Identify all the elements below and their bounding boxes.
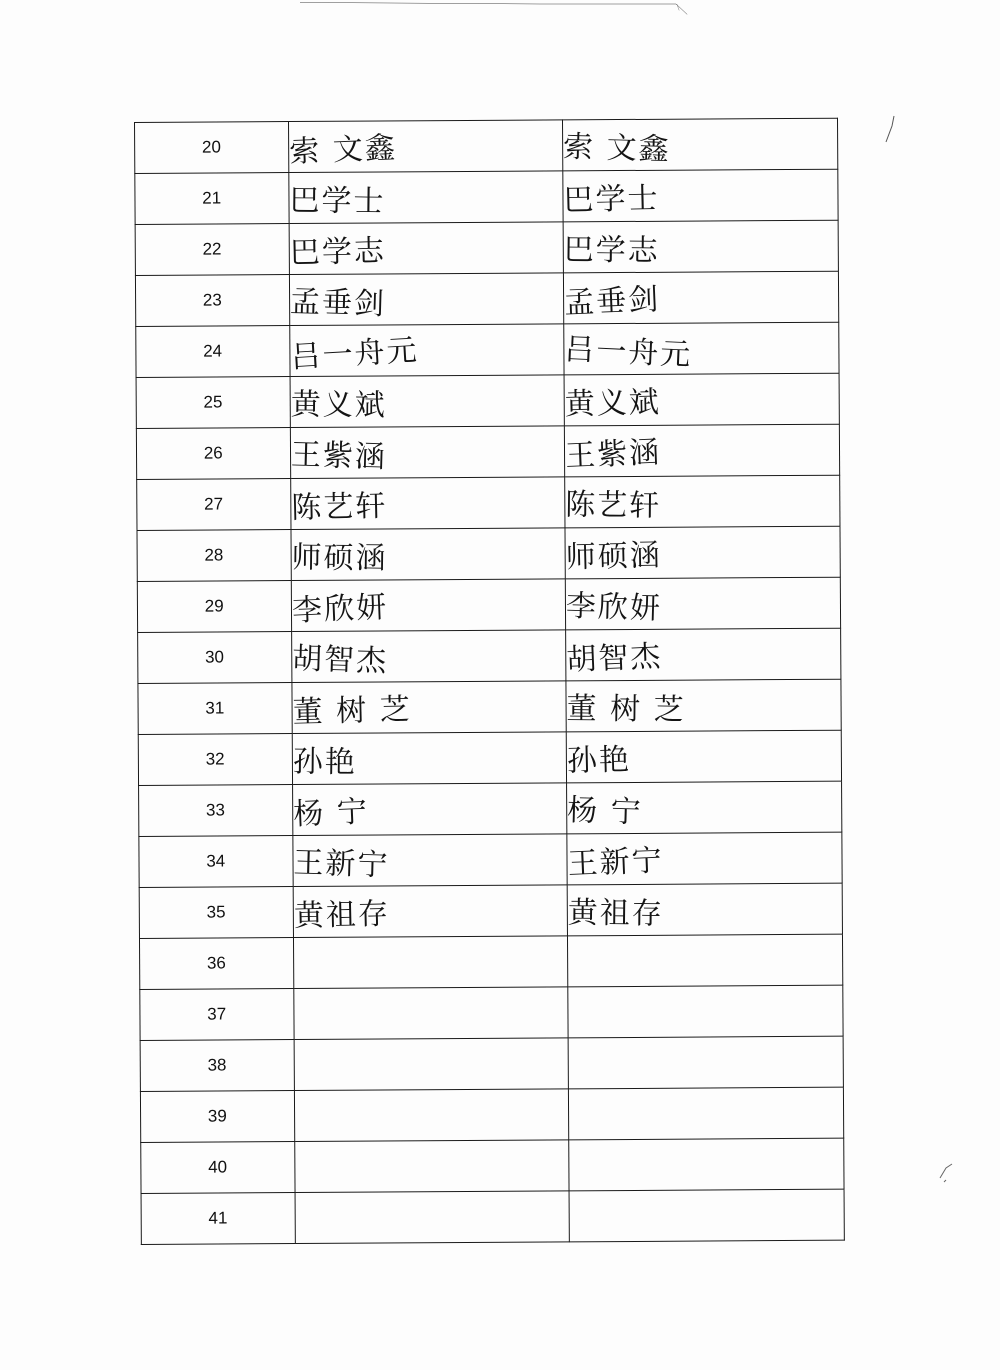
signature-cell	[564, 322, 839, 375]
table-row	[137, 475, 840, 530]
handwritten-signature: 索 文鑫	[562, 129, 672, 168]
name-cell	[292, 732, 567, 785]
table-row	[135, 118, 838, 173]
handwritten-signature: 王紫涵	[564, 435, 663, 475]
handwritten-signature: 陈艺轩	[565, 487, 662, 524]
handwritten-signature: 巴学志	[563, 232, 661, 269]
row-number: 23	[135, 275, 289, 327]
table-row	[138, 628, 841, 683]
table-row	[141, 1138, 844, 1193]
handwritten-signature: 孙艳	[566, 742, 632, 779]
handwritten-name: 王紫涵	[289, 437, 387, 476]
name-cell	[290, 375, 565, 428]
handwritten-name: 黄祖存	[293, 896, 390, 934]
signature-cell	[569, 1087, 844, 1140]
signature-cell	[565, 475, 840, 528]
table-row	[135, 271, 838, 326]
name-cell	[291, 528, 566, 581]
table-row	[137, 577, 840, 632]
name-cell	[292, 834, 567, 887]
handwritten-signature: 董 树 芝	[566, 691, 687, 728]
handwritten-name: 巴学士	[288, 183, 386, 220]
row-number: 24	[136, 326, 290, 378]
signature-cell	[568, 985, 843, 1038]
name-cell	[290, 426, 565, 479]
table-row	[135, 169, 838, 224]
signature-cell	[568, 934, 843, 987]
name-cell	[293, 936, 568, 989]
handwritten-name: 巴学志	[288, 233, 386, 271]
row-number: 34	[139, 836, 293, 888]
name-cell	[290, 477, 565, 530]
signature-cell	[568, 1036, 843, 1089]
handwritten-signature: 胡智杰	[565, 639, 664, 679]
signature-cell	[566, 730, 841, 783]
handwritten-name: 王新宁	[292, 845, 390, 884]
handwritten-name: 黄义斌	[289, 387, 387, 424]
row-number: 26	[136, 428, 290, 480]
signature-cell	[566, 679, 841, 732]
row-number: 22	[135, 224, 289, 276]
handwritten-name: 陈艺轩	[290, 488, 388, 526]
name-cell	[289, 222, 564, 275]
table-row	[139, 832, 842, 887]
name-cell	[293, 885, 568, 938]
signature-cell	[566, 628, 841, 681]
row-number: 40	[141, 1142, 295, 1194]
row-number: 36	[139, 938, 293, 990]
table-row	[138, 679, 841, 734]
signature-cell	[567, 781, 842, 834]
table-row	[135, 220, 838, 275]
row-number: 20	[135, 122, 289, 174]
signature-cell	[564, 271, 839, 324]
name-cell	[291, 681, 566, 734]
row-number: 27	[137, 479, 291, 531]
signature-cell	[564, 373, 839, 426]
handwritten-name: 胡智杰	[291, 641, 389, 680]
name-cell	[293, 987, 568, 1040]
handwritten-signature: 黄祖存	[567, 895, 665, 932]
signature-cell	[567, 832, 842, 885]
row-number: 21	[135, 173, 289, 225]
row-number: 37	[140, 989, 294, 1041]
table-row	[136, 322, 839, 377]
name-cell	[294, 1089, 569, 1142]
signature-cell	[566, 577, 841, 630]
name-cell	[291, 630, 566, 683]
table-row	[139, 934, 842, 989]
signature-cell	[565, 526, 840, 579]
handwritten-name: 师硕涵	[290, 540, 388, 577]
handwritten-signature: 孟垂剑	[563, 282, 662, 322]
name-cell	[288, 120, 563, 173]
signature-cell	[569, 1138, 844, 1191]
name-cell	[291, 579, 566, 632]
table-row	[138, 730, 841, 785]
row-number: 31	[138, 683, 292, 735]
table-row	[139, 883, 842, 938]
pen-mark	[880, 112, 900, 148]
page-top-edge	[0, 0, 1000, 16]
row-number: 32	[138, 734, 292, 786]
table-row	[140, 1036, 843, 1091]
signature-cell	[569, 1189, 844, 1242]
signature-cell	[563, 220, 838, 273]
row-number: 38	[140, 1040, 294, 1092]
table-row	[139, 781, 842, 836]
row-number: 33	[139, 785, 293, 837]
row-number: 41	[141, 1193, 295, 1245]
table-body	[135, 118, 845, 1244]
table-row	[137, 526, 840, 581]
signature-cell	[563, 118, 838, 171]
row-number: 25	[136, 377, 290, 429]
row-number: 28	[137, 530, 291, 582]
name-cell	[295, 1191, 570, 1244]
table-row	[140, 1087, 843, 1142]
handwritten-name: 杨 宁	[292, 794, 370, 833]
name-cell	[288, 171, 563, 224]
row-number: 29	[137, 581, 291, 633]
name-cell	[292, 783, 567, 836]
handwritten-name: 李欣妍	[290, 589, 389, 629]
name-cell	[294, 1038, 569, 1091]
handwritten-name: 吕一舟元	[289, 332, 420, 376]
handwritten-name: 索 文鑫	[288, 130, 398, 170]
handwritten-signature: 吕一舟元	[563, 332, 694, 373]
row-number: 30	[138, 632, 292, 684]
handwritten-name: 孙艳	[292, 744, 357, 781]
handwritten-signature: 杨 宁	[566, 793, 644, 831]
name-cell	[289, 324, 564, 377]
handwritten-signature: 巴学士	[563, 180, 661, 219]
pen-mark	[936, 1160, 956, 1186]
handwritten-signature: 王新宁	[567, 843, 665, 883]
table-row	[136, 373, 839, 428]
name-cell	[294, 1140, 569, 1193]
name-cell	[289, 273, 564, 326]
handwritten-signature: 李欣妍	[565, 588, 663, 627]
row-number: 35	[139, 887, 293, 939]
table-row	[141, 1189, 844, 1244]
signature-table	[134, 118, 845, 1245]
signature-cell	[563, 169, 838, 222]
handwritten-name: 董 树 芝	[291, 692, 412, 731]
signature-cell	[567, 883, 842, 936]
handwritten-name: 孟垂剑	[289, 284, 386, 323]
row-number: 39	[140, 1091, 294, 1143]
table-row	[136, 424, 839, 479]
signature-cell	[565, 424, 840, 477]
table-row	[140, 985, 843, 1040]
handwritten-signature: 黄义斌	[564, 384, 662, 423]
handwritten-signature: 师硕涵	[565, 537, 663, 576]
